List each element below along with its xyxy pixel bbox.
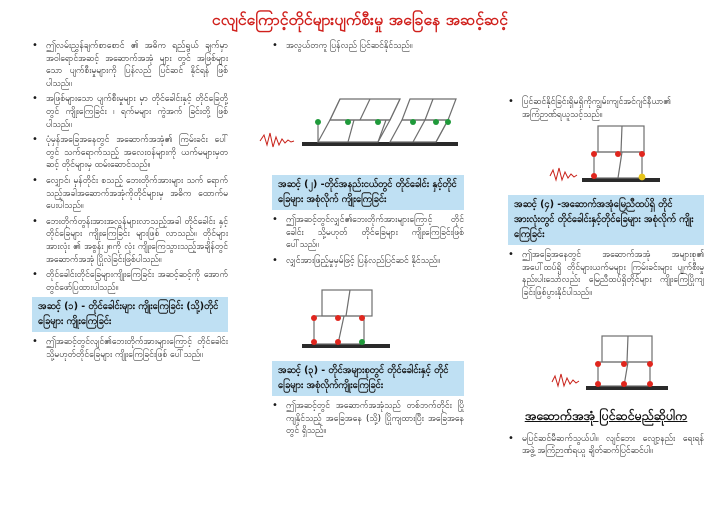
list-item: • ဤအဆင့်တွင်လျင်၏ဘေးတိုက်အားများကြောင့် တိုင်ခေါင်းသို့မဟုတ်တိုင်ခြေများ ကျိုးကြေခြင်းဖြစ် ပေါ်သည်။ [32,336,228,361]
bullet-list [508,96,704,121]
column-middle-part-2 [272,172,464,270]
bullet-list [32,40,228,294]
stage-3-heading: အဆင့် (၃) - တိုင်အများစုတွင် တိုင်ခေါင်းနှင့် တိုင်ခြေများ အစုံလိုက်ကျိုးကြေခြင်း [272,361,464,396]
column-right-part-2 [508,192,704,302]
quake-wave [260,133,294,147]
list-item: • မပြင်ဆင်မီဆက်သွယ်ပါ။ လျင်ဘေး လျော့နည်း ရေးရန် အဖွဲ့ အကြံဉာဏ်ရယူ ချိတ်ဆက်ပြင်ဆင်ပါ။ [508,433,704,458]
list-item: • အလွယ်တကူ ပြန်လည် ပြင်ဆင်နိုင်သည်။ [272,40,464,53]
list-item: • လျှင်အားဖြည့်မှုမှမ်ဖြင့် ပြန်လည်ပြင်ဆင် နိုင်သည်။ [272,255,464,268]
column-middle [272,40,464,56]
list-item: • ဤအခြေအနေတွင် အဆောက်အအုံ အများစု၏ အပေါ်ထပ်ရှိ တိုင်များယက်မများ ကြမ်းခင်းများ ပျက်စီးမှု နည်းပါးသော်လည်း မြေညီထပ်ရှိတိုင်များ ကျိုးကြေပြိုကျ ခြင်းဖြစ်ပွားနိုင်ပါသည်။ [508,249,704,299]
list-item: • ဘေးတိုက်တွန်းအားအလွန်များလာသည့်အခါ တိုင်ခေါင်း နှင့်တိုင်ခြေများ ကျိုးကြေခြင်း များဖြစ် လာသည်။ တိုင်များအားလုံး ၏ အစွန်း၂၈ကို လုံး ကျိုးကြေသွားသည့်အချိန်တွင် အဆောက်အအုံ ပြိုလဲခြင်းဖြစ်ပါသည်။ [32,216,228,266]
bullet-list [272,40,464,53]
stage-4-heading: အဆင့် (၄) -အဆောက်အအုံမြေညီထပ်ရှိ တိုင်အားလုံးတွင် တိုင်ခေါင်းနှင့်တိုင်ခြေများ အစုံလိုက် ကျိုးကြေခြင်း [508,195,704,245]
bullet-list [272,400,464,438]
bullet-list [32,336,228,361]
column-right-part-3 [508,404,704,461]
list-item: • ပုံမှန်အခြေအနေတွင် အဆောက်အအုံ၏ ကြမ်းခင်း ပေါ်တွင် သက်ရောက်သည့် အလေးဝန်များကို ယက်မများမှတဆင့် တိုင်များမှ ထမ်းဆောင်သည်။ [32,134,228,172]
list-item: • တိုင်ခေါင်းတိုင်ခြေများကျိုးကြေခြင်း အဆင့်ဆင့်ကို အောက်တွင်ဖော်ပြထားပါသည်။ [32,269,228,294]
bullet-list [272,214,464,267]
list-item: • ဤအဆင့်တွင်လျှင်၏ဘေးတိုက်အားများကြောင့် တိုင်ခေါင်း သို့မဟုတ် တိုင်ခြေများ ကျိုးကြေခြင်းဖြစ် ပေါ်သည်။ [272,214,464,252]
stage-4-building-figure [550,330,680,400]
column-left [32,40,228,364]
stage-1-building-figure [258,75,470,160]
bullet-list [508,249,704,299]
repair-heading: အဆောက်အအုံ ပြင်ဆင်မည်ဆိုပါက [524,408,688,423]
list-item: • အဖြစ်များသော ပျက်စီးမှုများ မှာ တိုင်ခေါင်းနှင့် တိုင်ခြေတို့တွင် ကျိုးကြေခြင်း ၊ ရက်မများ ကွဲအက် ခြင်းတို့ ဖြစ်ပါသည်။ [32,93,228,131]
stage-3-building-figure [548,120,668,188]
page-title: ငလျင်ကြောင့်တိုင်များပျက်စီးမှု အခြေနေ အဆင့်ဆင့် [211,11,509,29]
stage-2-building-figure [300,282,400,352]
list-item: • ပြင်ဆင်နိုင်ခြင်းရှိမရှိကိုကျွမ်းကျင်အင်ဂျင်နီယာ၏ အကြံဉာဏ်ရယူသင့်သည်။ [508,96,704,121]
bullet-list [508,433,704,458]
list-item: • ဤလမ်းညွှန်ချက်စာစောင် ၏ အဓိက ရည်ရွယ် ချက်မှာ အဝါရောင်အဆင့် အဆောက်အအုံ များ တွင် အဖြစ်များသော ပျက်စီးမှုများကို ပြန်လည် ပြင်ဆင် နိုင်ရန် ဖြစ်ပါသည်။ [32,40,228,90]
column-middle-part-3 [272,358,464,441]
list-item: • လျှောင်၊ မှန်တိုင်း စသည့် ဘေးတိုက်အားများ သက် ရောက်သည့်အခါအဆောက်အအုံကိုတိုင်များမှ အဓိက ထောက်မပေးပါသည်။ [32,175,228,213]
list-item: • ဤအဆင့်တွင် အဆောက်အအုံသည် တစ်ဘက်တိုင်း ပြိုကျနိုင်သည့် အခြေအနေ (သို့) ပြိုကျထားပြီး အခြေအနေတွင် ရှိသည်။ [272,400,464,438]
stage-2-heading: အဆင့် (၂) -တိုင်အနည်းငယ်တွင် တိုင်ခေါင်း နှင့်တိုင်ခြေများ အစုံလိုက် ကျိုးကြေခြင်း [272,175,464,210]
stage-1-heading: အဆင့် (၁) - တိုင်ခေါင်းများ ကျိုးကြေခြင်း (သို့)တိုင်ခြေများ ကျိုးကြေခြင်း [32,297,228,332]
